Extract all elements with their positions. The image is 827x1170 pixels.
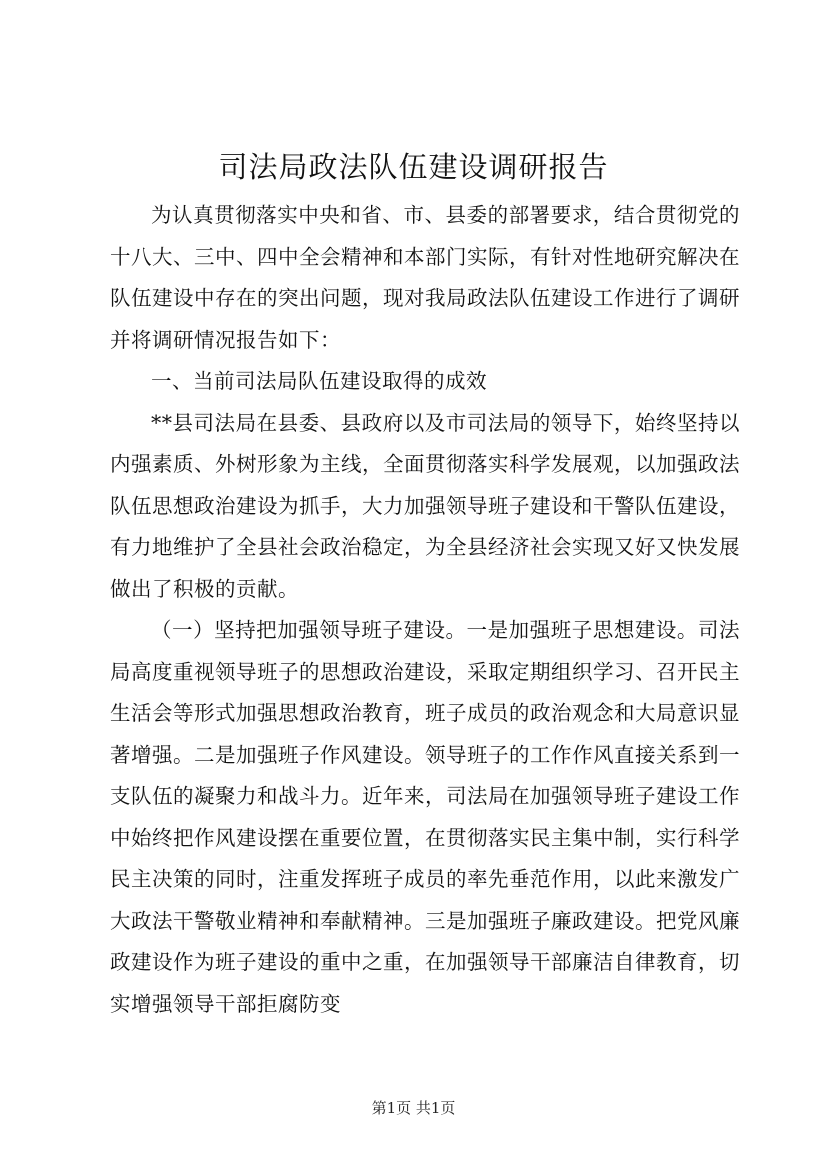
document-body — [110, 195, 740, 1025]
paragraph-intro: 为认真贯彻落实中央和省、市、县委的部署要求，结合贯彻党的十八大、三中、四中全会精神和本部门实际，有针对性地研究解决在队伍建设中存在的突出问题，现对我局政法队伍建设工作进行了调研并将调研情况报告如下： — [110, 203, 740, 352]
document-title: 司法局政法队伍建设调研报告 — [218, 150, 609, 184]
paragraph-achievements: **县司法局在县委、县政府以及市司法局的领导下，始终坚持以内强素质、外树形象为主线，全面贯彻落实科学发展观，以加强政法队伍思想政治建设为抓手，大力加强领导班子建设和干警队伍建设，有力地维护了全县社会政治稳定，为全县经济社会实现又好又快发展做出了积极的贡献。 — [110, 410, 740, 601]
paragraph-leadership: （一）坚持把加强领导班子建设。一是加强班子思想建设。司法局高度重视领导班子的思想政治建设，采取定期组织学习、召开民主生活会等形式加强思想政治教育，班子成员的政治观念和大局意识显著增强。二是加强班子作风建设。领导班子的工作作风直接关系到一支队伍的凝聚力和战斗力。近年来，司法局在加强领导班子建设工作中始终把作风建设摆在重要位置，在贯彻落实民主集中制，实行科学民主决策的同时，注重发挥班子成员的率先垂范作用，以此来激发广大政法干警敬业精神和奉献精神。三是加强班子廉政建设。把党风廉政建设作为班子建设的重中之重，在加强领导干部廉洁自律教育，切实增强领导干部拒腐防变 — [110, 618, 740, 1016]
section-heading-1: 一、当前司法局队伍建设取得的成效 — [151, 369, 487, 393]
page-number-footer: 第1页 共1页 — [371, 1099, 456, 1117]
